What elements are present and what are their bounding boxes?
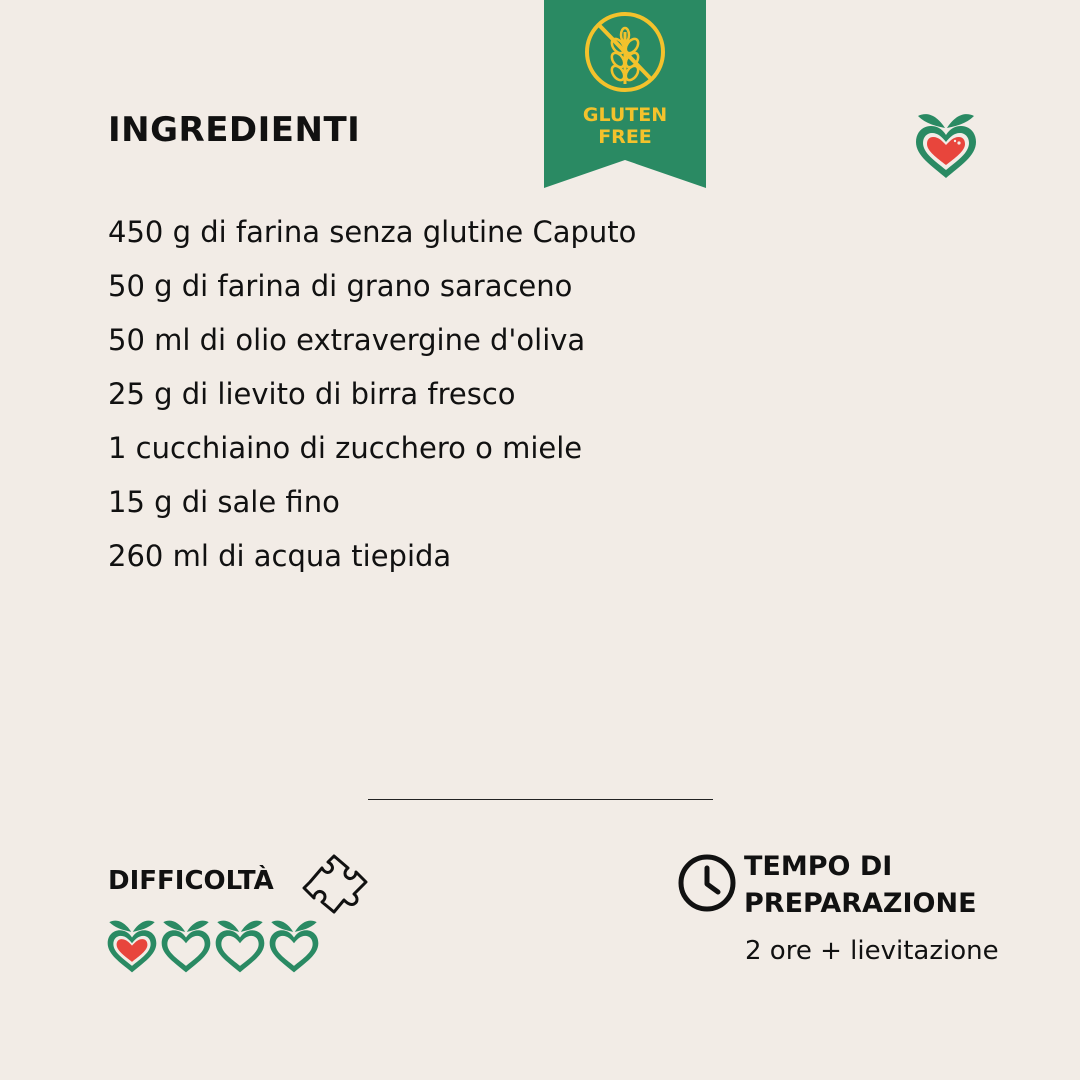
ingredient-item: 50 ml di olio extravergine d'oliva <box>108 323 586 357</box>
ingredient-item: 15 g di sale fino <box>108 485 340 519</box>
prep-time-label-line1: TEMPO DI <box>744 851 893 882</box>
heart-filled-icon <box>106 914 158 974</box>
ingredient-item: 1 cucchiaino di zucchero o miele <box>108 431 583 465</box>
heart-empty-icon <box>160 914 212 974</box>
puzzle-icon <box>298 848 370 920</box>
ingredient-item: 50 g di farina di grano saraceno <box>108 269 573 303</box>
prep-time-label-line2: PREPARAZIONE <box>744 888 977 919</box>
ingredients-list <box>108 205 636 583</box>
ingredient-item: 25 g di lievito di birra fresco <box>108 377 516 411</box>
ingredient-item: 260 ml di acqua tiepida <box>108 539 452 573</box>
heart-empty-icon <box>214 914 266 974</box>
clock-icon <box>676 852 738 914</box>
ingredients-title: INGREDIENTI <box>108 110 361 150</box>
badge-line1: GLUTEN <box>582 104 668 126</box>
badge-line2: FREE <box>598 126 652 148</box>
gluten-free-badge <box>544 0 706 190</box>
heart-apple-logo <box>914 106 978 180</box>
difficulty-rating <box>106 914 320 974</box>
ingredient-item: 450 g di farina senza glutine Caputo <box>108 215 637 249</box>
prep-time-value: 2 ore + lievitazione <box>745 936 999 966</box>
divider <box>368 799 713 800</box>
heart-empty-icon <box>268 914 320 974</box>
prep-time-label <box>744 848 1044 922</box>
difficulty-label: DIFFICOLTÀ <box>108 866 274 896</box>
